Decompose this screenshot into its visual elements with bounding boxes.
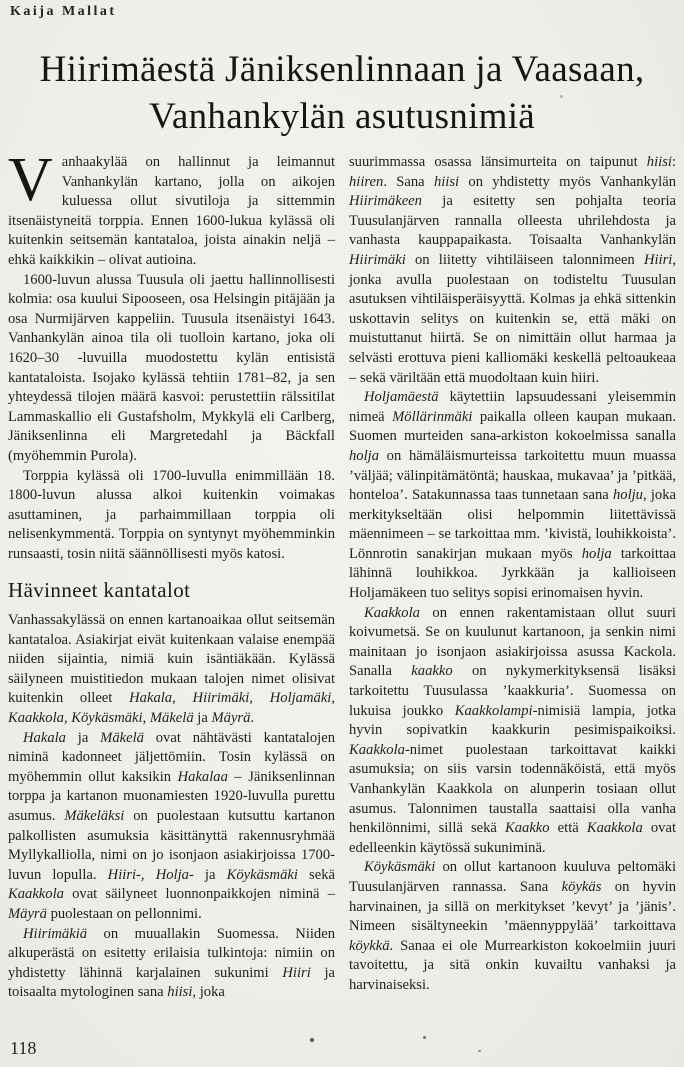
article-title	[0, 46, 684, 140]
title-line-2: Vanhankylän asutusnimiä	[148, 96, 536, 137]
section-heading: Hävinneet kantatalot	[8, 578, 191, 603]
paragraph: Torppia kylässä oli 1700-luvulla enimmillään 18. 1800-luvun alussa alkoi kuitenkin voimakas asuttaminen, ja parhaimmillaan torppia oli nelisenkymmentä. Torppia on syntynyt myöhemminkin runsaasti, tosin niitä säännöllisesti myös katosi.	[8, 467, 335, 562]
author-name: Kaija Mallat	[10, 4, 117, 19]
left-column	[8, 146, 336, 1003]
paragraph: Hiirimäkiä on muuallakin Suomessa. Niiden alkuperästä on esitetty erilaisia tulkintoja: nimiin on yhdistetty lähinnä karjalainen sukunimi Hiiri ja toisaalta mytologinen sana hiisi, joka	[8, 925, 335, 1001]
right-column	[349, 153, 676, 1003]
drop-cap: V	[8, 146, 53, 214]
title-line-1: Hiirimäestä Jäniksenlinnaan ja Vaasaan,	[39, 49, 645, 90]
paragraph: suurimmassa osassa länsimurteita on taipunut hiisi: hiiren. Sana hiisi on yhdistetty myös Vanhankylän Hiirimäkeen ja esitetty sen pohjalta teoria Tuusulanjärven rannalla olleesta uhrilehdosta ja vanhasta kauppapaikasta. Toisaalta Vanhankylän Hiirimäki on liitetty vihtiläiseen talonnimeen Hiiri, jonka avulla puolestaan on todisteltu Tuusulan asutuksen vihtiläisperäisyyttä. Kolmas ja ehkä sittenkin uskottavin selitys on kuitenkin se, että mäki on muistuttanut hiirtä. Se on nimittäin ollut harmaa ja selvästi erottuva pieni kalliomäki keskellä peltoaukeaa – sekä väriltään että muodoltaan kuin hiiri.	[349, 154, 676, 386]
page-number: 118	[10, 1038, 37, 1058]
paragraph: Kaakkola on ennen rakentamistaan ollut suuri koivumetsä. Se on kuulunut kartanoon, ja senkin nimi mainitaan jo isonjaon asiakirjoissa asussa Kackola. Sanalla kaakko on nykymerkityksensä lisäksi tarkoitettu Tuusulassa ’kaakkuria’. Suomessa on lukuisa joukko Kaakkolampi-nimisiä lampia, jotka hyvin sopivatkin kaakkurin pesimispaikoiksi. Kaakkola-nimet puolestaan tarkoittavat kaikki asumuksia; on siis varsin todennäköistä, että myös Vanhankylän Kaakkola on alunperin tosiaan ollut asumus. Talonnimen taustalla saattaisi olla vanha henkilönnimi, sillä sekä Kaakko että Kaakkola ovat edelleenkin käytössä sukuniminä.	[349, 604, 676, 856]
paragraph: 1600-luvun alussa Tuusula oli jaettu hallinnollisesti kolmia: osa kuului Sipooseen, osa Helsingin pitäjään ja osa Nurmijärven kappeliin. Tuusula itsenäistyi 1643. Vanhankylän ainoa tila oli tuolloin kartano, joka oli 1620–30 -luvuilla muodostettu kylän entisistä kantataloista. Isojako kylässä tehtiin 1781–82, ja sen yhteydessä tilojen määrä kasvoi: perustettiin rälssitilat Lammaskallio eli Gustafsholm, Mykkylä eli Carlberg, Jäniksenlinna eli Margretedahl ja Bäckfall (myöhemmin Purola).	[8, 271, 335, 464]
scan-speck	[478, 1050, 481, 1052]
paragraph: Köykäsmäki on ollut kartanoon kuuluva peltomäki Tuusulanjärven rannassa. Sana köykäs on hyvin harvinainen, ja sillä on merkitykset ’kevyt’ ja ’jänis’. Nimeen sisältyneekin ’mäennyppylää’ tarkoittava köykkä. Sanaa ei ole Murrearkiston kokoelmiin juuri tavoitettu, ja sitä onkin kuvailtu vanhaksi ja harvinaiseksi.	[349, 859, 676, 993]
paragraph: Hakala ja Mäkelä ovat nähtävästi kantatalojen niminä kadonneet jäljettömiin. Tosin kylässä on myöhemmin ollut kaksikin Hakalaa – Jäniksenlinnan torppa ja kartanon muonamiesten 1920-luvulla purettu asumus. Mäkeläksi on puolestaan kutsuttu kartanon palkollisten asumuksia käsittänyttä rakennusryhmää Myllykalliolla, nimi on jo isonjaon asiakirjoissa 1700-luvun lopulla. Hiiri-, Holja- ja Köykäsmäki sekä Kaakkola ovat säilyneet luonnonpaikkojen niminä – Mäyrä puolestaan on pellonnimi.	[8, 729, 335, 922]
scan-speck	[560, 95, 563, 98]
paragraph: Holjamäestä käytettiin lapsuudessani yleisemmin nimeä Möllärinmäki paikalla olleen kaupan mukaan. Suomen murteiden sana-arkiston kokoelmissa sanalla holja on hämäläismurteissa tarkoitettu muun muassa ’väljää; välinpitämätöntä; hauskaa, mukavaa’ ja ’pitkää, honteloa’. Satakunnassa taas tunnetaan sana holju, joka merkitykseltään olisi helpommin liitettävissä mäennimeen – se tarkoittaa mm. ’kivistä, louhikkoista’. Lönnrotin sanakirjan mukaan myös holja tarkoittaa lähinnä louhikkoa. Jyrkkään ja kallioiseen Holjamäkeen tuo selitys sopisi erinomaisen hyvin.	[349, 389, 676, 602]
scan-speck	[423, 1036, 426, 1039]
text-columns	[8, 146, 676, 1003]
paragraph: Vanhassakylässä on ennen kartanoaikaa ollut seitsemän kantataloa. Asiakirjat eivät kuitenkaan valaise enempää niiden sijaintia, nimiä kuin isäntiäkään. Kylässä säilyneen muistitiedon mukaan talojen nimet olisivat kuitenkin olleet Hakala, Hiirimäki, Holjamäki, Kaakkola, Köykäsmäki, Mäkelä ja Mäyrä.	[8, 612, 336, 727]
scan-speck	[310, 1038, 314, 1042]
paragraph: Vanhaakylää on hallinnut ja leimannut Vanhankylän kartano, jolla on aikojen kuluessa ollut sivutiloja ja sittemmin itsenäistyneitä torppia. Ennen 1600-lukua kylässä oli kuitenkin seitsemän kantataloa, joista ainakin neljä – ehkä kaikkikin – olivat autioina.	[8, 146, 335, 268]
